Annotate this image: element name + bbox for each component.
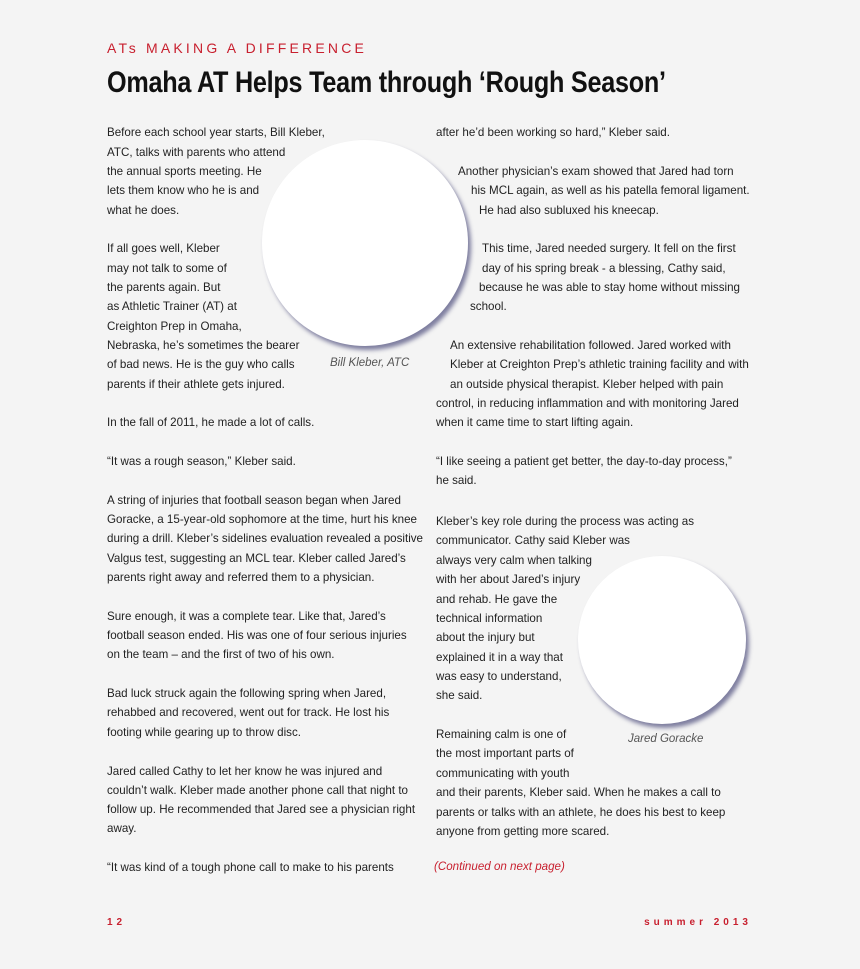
text-line: “It was kind of a tough phone call to make to his parents — [107, 861, 394, 874]
text-line: Kleber’s key role during the process was acting as — [436, 515, 694, 528]
text-line: day of his spring break - a blessing, Cathy said, — [482, 262, 726, 275]
article-headline: Omaha AT Helps Team through ‘Rough Season’ — [107, 66, 666, 99]
text-line: the parents again. But — [107, 281, 221, 294]
text-line: anyone from getting more scared. — [436, 825, 610, 838]
text-line: the most important parts of — [436, 747, 574, 760]
text-line: follow up. He recommended that Jared see a physician right — [107, 803, 416, 816]
text-line: A string of injuries that football season began when Jared — [107, 494, 401, 507]
text-line: Before each school year starts, Bill Kleber, — [107, 126, 325, 139]
text-line: parents if their athlete gets injured. — [107, 378, 285, 391]
text-line: of bad news. He is the guy who calls — [107, 358, 295, 371]
text-line: his MCL again, as well as his patella femoral ligament. — [471, 184, 750, 197]
text-line: during a drill. Kleber’s sidelines evaluation revealed a positive — [107, 532, 424, 545]
text-line: Valgus test, suggesting an MCL tear. Kleber called Jared’s — [107, 552, 406, 565]
text-line: when it came time to start lifting again. — [436, 416, 634, 429]
text-line: parents or talks with an athlete, he does his best to keep — [436, 806, 726, 819]
text-line: control, in reducing inflammation and with monitoring Jared — [436, 397, 739, 410]
text-line: after he’d been working so hard,” Kleber said. — [436, 126, 670, 139]
text-line: “I like seeing a patient get better, the day-to-day process,” — [436, 455, 732, 468]
text-line: Jared called Cathy to let her know he was injured and — [107, 765, 383, 778]
text-line: football season ended. His was one of four serious injuries — [107, 629, 407, 642]
text-line: He had also subluxed his kneecap. — [479, 204, 659, 217]
photo-jared-goracke — [578, 556, 746, 724]
text-line: lets them know who he is and — [107, 184, 260, 197]
text-line: on the team – and the first of two of his own. — [107, 648, 335, 661]
text-line: with her about Jared’s injury — [436, 573, 581, 586]
text-line: as Athletic Trainer (AT) at — [107, 300, 237, 313]
continued-note: (Continued on next page) — [434, 860, 565, 873]
text-line: technical information — [436, 612, 543, 625]
text-line: footing while gearing up to throw disc. — [107, 726, 301, 739]
text-line: Remaining calm is one of — [436, 728, 567, 741]
text-line: communicator. Cathy said Kleber was — [436, 534, 630, 547]
text-line: Bad luck struck again the following spring when Jared, — [107, 687, 387, 700]
text-line: parents right away and referred them to a physician. — [107, 571, 375, 584]
text-line: was easy to understand, — [436, 670, 562, 683]
text-line: Another physician’s exam showed that Jared had torn — [458, 165, 734, 178]
text-line: rehabbed and recovered, went out for track. He lost his — [107, 706, 390, 719]
text-line: and rehab. He gave the — [436, 593, 558, 606]
text-line: may not talk to some of — [107, 262, 227, 275]
section-kicker: ATs MAKING A DIFFERENCE — [107, 40, 368, 56]
text-line: Sure enough, it was a complete tear. Like that, Jared’s — [107, 610, 386, 623]
issue-date: summer 2013 — [644, 917, 752, 928]
text-line: Goracke, a 15-year-old sophomore at the time, hurt his knee — [107, 513, 417, 526]
text-line: about the injury but — [436, 631, 535, 644]
text-line: what he does. — [107, 204, 180, 217]
text-line: school. — [470, 300, 507, 313]
text-line: the annual sports meeting. He — [107, 165, 262, 178]
text-line: ATC, talks with parents who attend — [107, 146, 286, 159]
text-line: If all goes well, Kleber — [107, 242, 220, 255]
text-line: In the fall of 2011, he made a lot of calls. — [107, 416, 315, 429]
text-line: an outside physical therapist. Kleber helped with pain — [450, 378, 724, 391]
text-line: This time, Jared needed surgery. It fell on the first — [482, 242, 736, 255]
page-number: 12 — [107, 917, 127, 928]
text-line: he said. — [436, 474, 477, 487]
text-line: away. — [107, 822, 137, 835]
text-line: communicating with youth — [436, 767, 570, 780]
photo-bill-kleber — [262, 140, 468, 346]
text-line: couldn’t walk. Kleber made another phone call that night to — [107, 784, 408, 797]
text-line: An extensive rehabilitation followed. Jared worked with — [450, 339, 731, 352]
text-line: Nebraska, he’s sometimes the bearer — [107, 339, 300, 352]
text-line: “It was a rough season,” Kleber said. — [107, 455, 296, 468]
photo-caption-goracke: Jared Goracke — [628, 733, 704, 745]
text-line: explained it in a way that — [436, 651, 563, 664]
text-line: and their parents, Kleber said. When he makes a call to — [436, 786, 721, 799]
text-line: Creighton Prep in Omaha, — [107, 320, 242, 333]
photo-caption-kleber: Bill Kleber, ATC — [330, 357, 410, 369]
text-line: Kleber at Creighton Prep’s athletic training facility and with — [450, 358, 749, 371]
text-line: always very calm when talking — [436, 554, 592, 567]
text-line: because he was able to stay home without missing — [479, 281, 741, 294]
text-line: she said. — [436, 689, 483, 702]
